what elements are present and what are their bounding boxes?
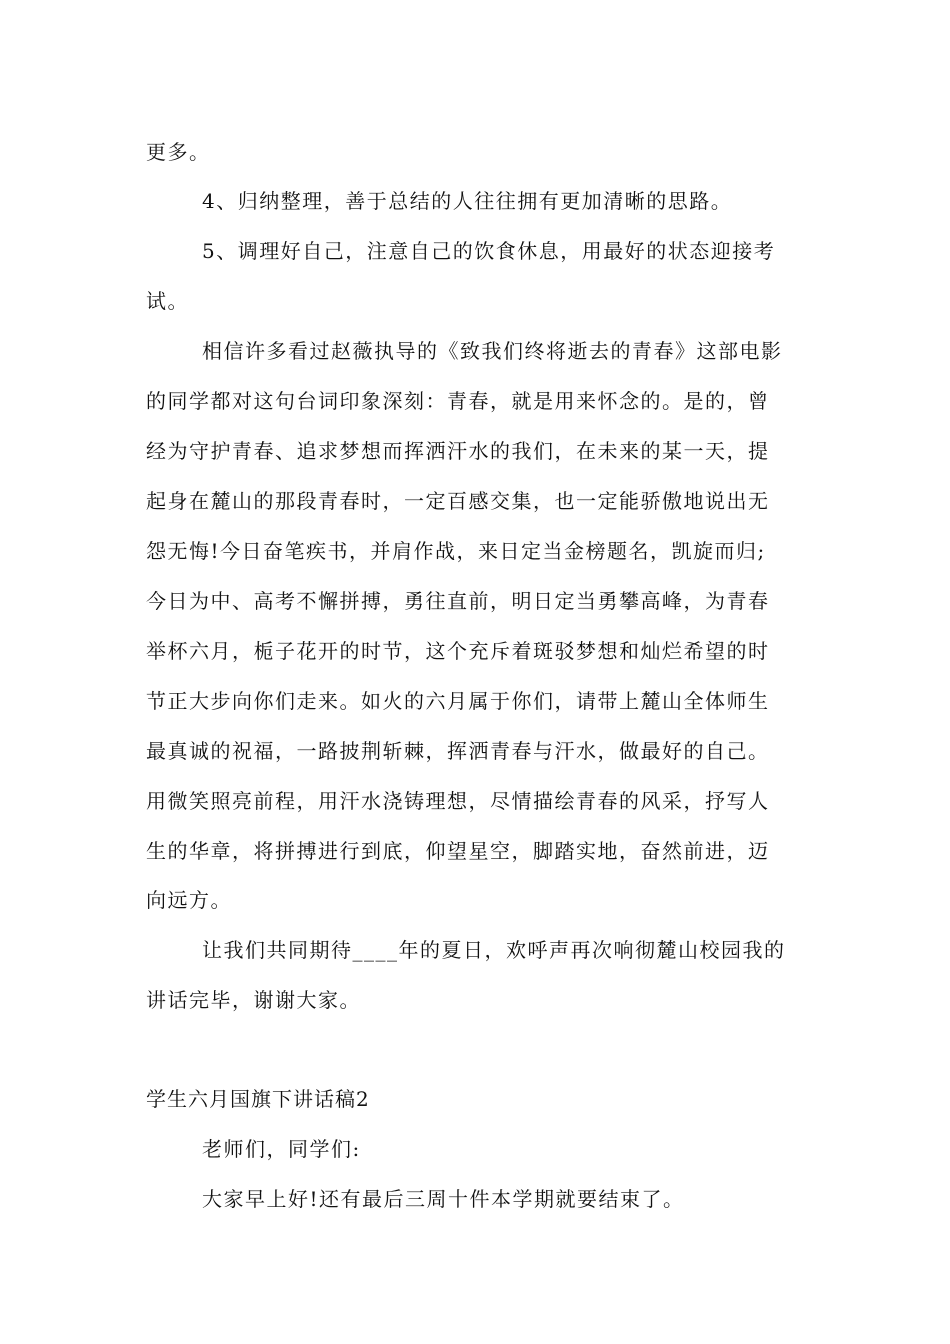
text-line: 最真诚的祝福，一路披荆斩棘，挥洒青春与汗水，做最好的自己。 [146, 739, 770, 763]
text-line: 节正大步向你们走来。如火的六月属于你们，请带上麓山全体师生 [146, 689, 770, 713]
text-line: 4、归纳整理，善于总结的人往往拥有更加清晰的思路。 [202, 189, 733, 213]
text-line: 5、调理好自己，注意自己的饮食休息，用最好的状态迎接考 [202, 239, 776, 263]
text-line: 怨无悔!今日奋笔疾书，并肩作战，来日定当金榜题名，凯旋而归; [146, 539, 766, 563]
text-line: 讲话完毕，谢谢大家。 [146, 988, 361, 1012]
text-line: 用微笑照亮前程，用汗水浇铸理想，尽情描绘青春的风采，抒写人 [146, 789, 770, 813]
text-line: 生的华章，将拼搏进行到底，仰望星空，脚踏实地，奋然前进，迈 [146, 839, 770, 863]
text-line: 经为守护青春、追求梦想而挥洒汗水的我们，在未来的某一天，提 [146, 439, 770, 463]
text-line: 相信许多看过赵薇执导的《致我们终将逝去的青春》这部电影 [202, 339, 783, 363]
text-line: 让我们共同期待____年的夏日，欢呼声再次响彻麓山校园我的 [202, 938, 786, 962]
section-heading: 学生六月国旗下讲话稿2 [146, 1087, 370, 1111]
text-line: 今日为中、高考不懈拼搏，勇往直前，明日定当勇攀高峰，为青春 [146, 589, 770, 613]
text-line: 向远方。 [146, 888, 232, 912]
text-line: 的同学都对这句台词印象深刻：青春，就是用来怀念的。是的，曾 [146, 389, 770, 413]
text-line: 起身在麓山的那段青春时，一定百感交集，也一定能骄傲地说出无 [146, 489, 770, 513]
text-line: 老师们，同学们: [202, 1137, 361, 1161]
text-line: 更多。 [146, 140, 211, 164]
text-line: 试。 [146, 289, 189, 313]
text-line: 大家早上好!还有最后三周十件本学期就要结束了。 [202, 1187, 685, 1211]
text-line: 举杯六月，栀子花开的时节，这个充斥着斑驳梦想和灿烂希望的时 [146, 639, 770, 663]
